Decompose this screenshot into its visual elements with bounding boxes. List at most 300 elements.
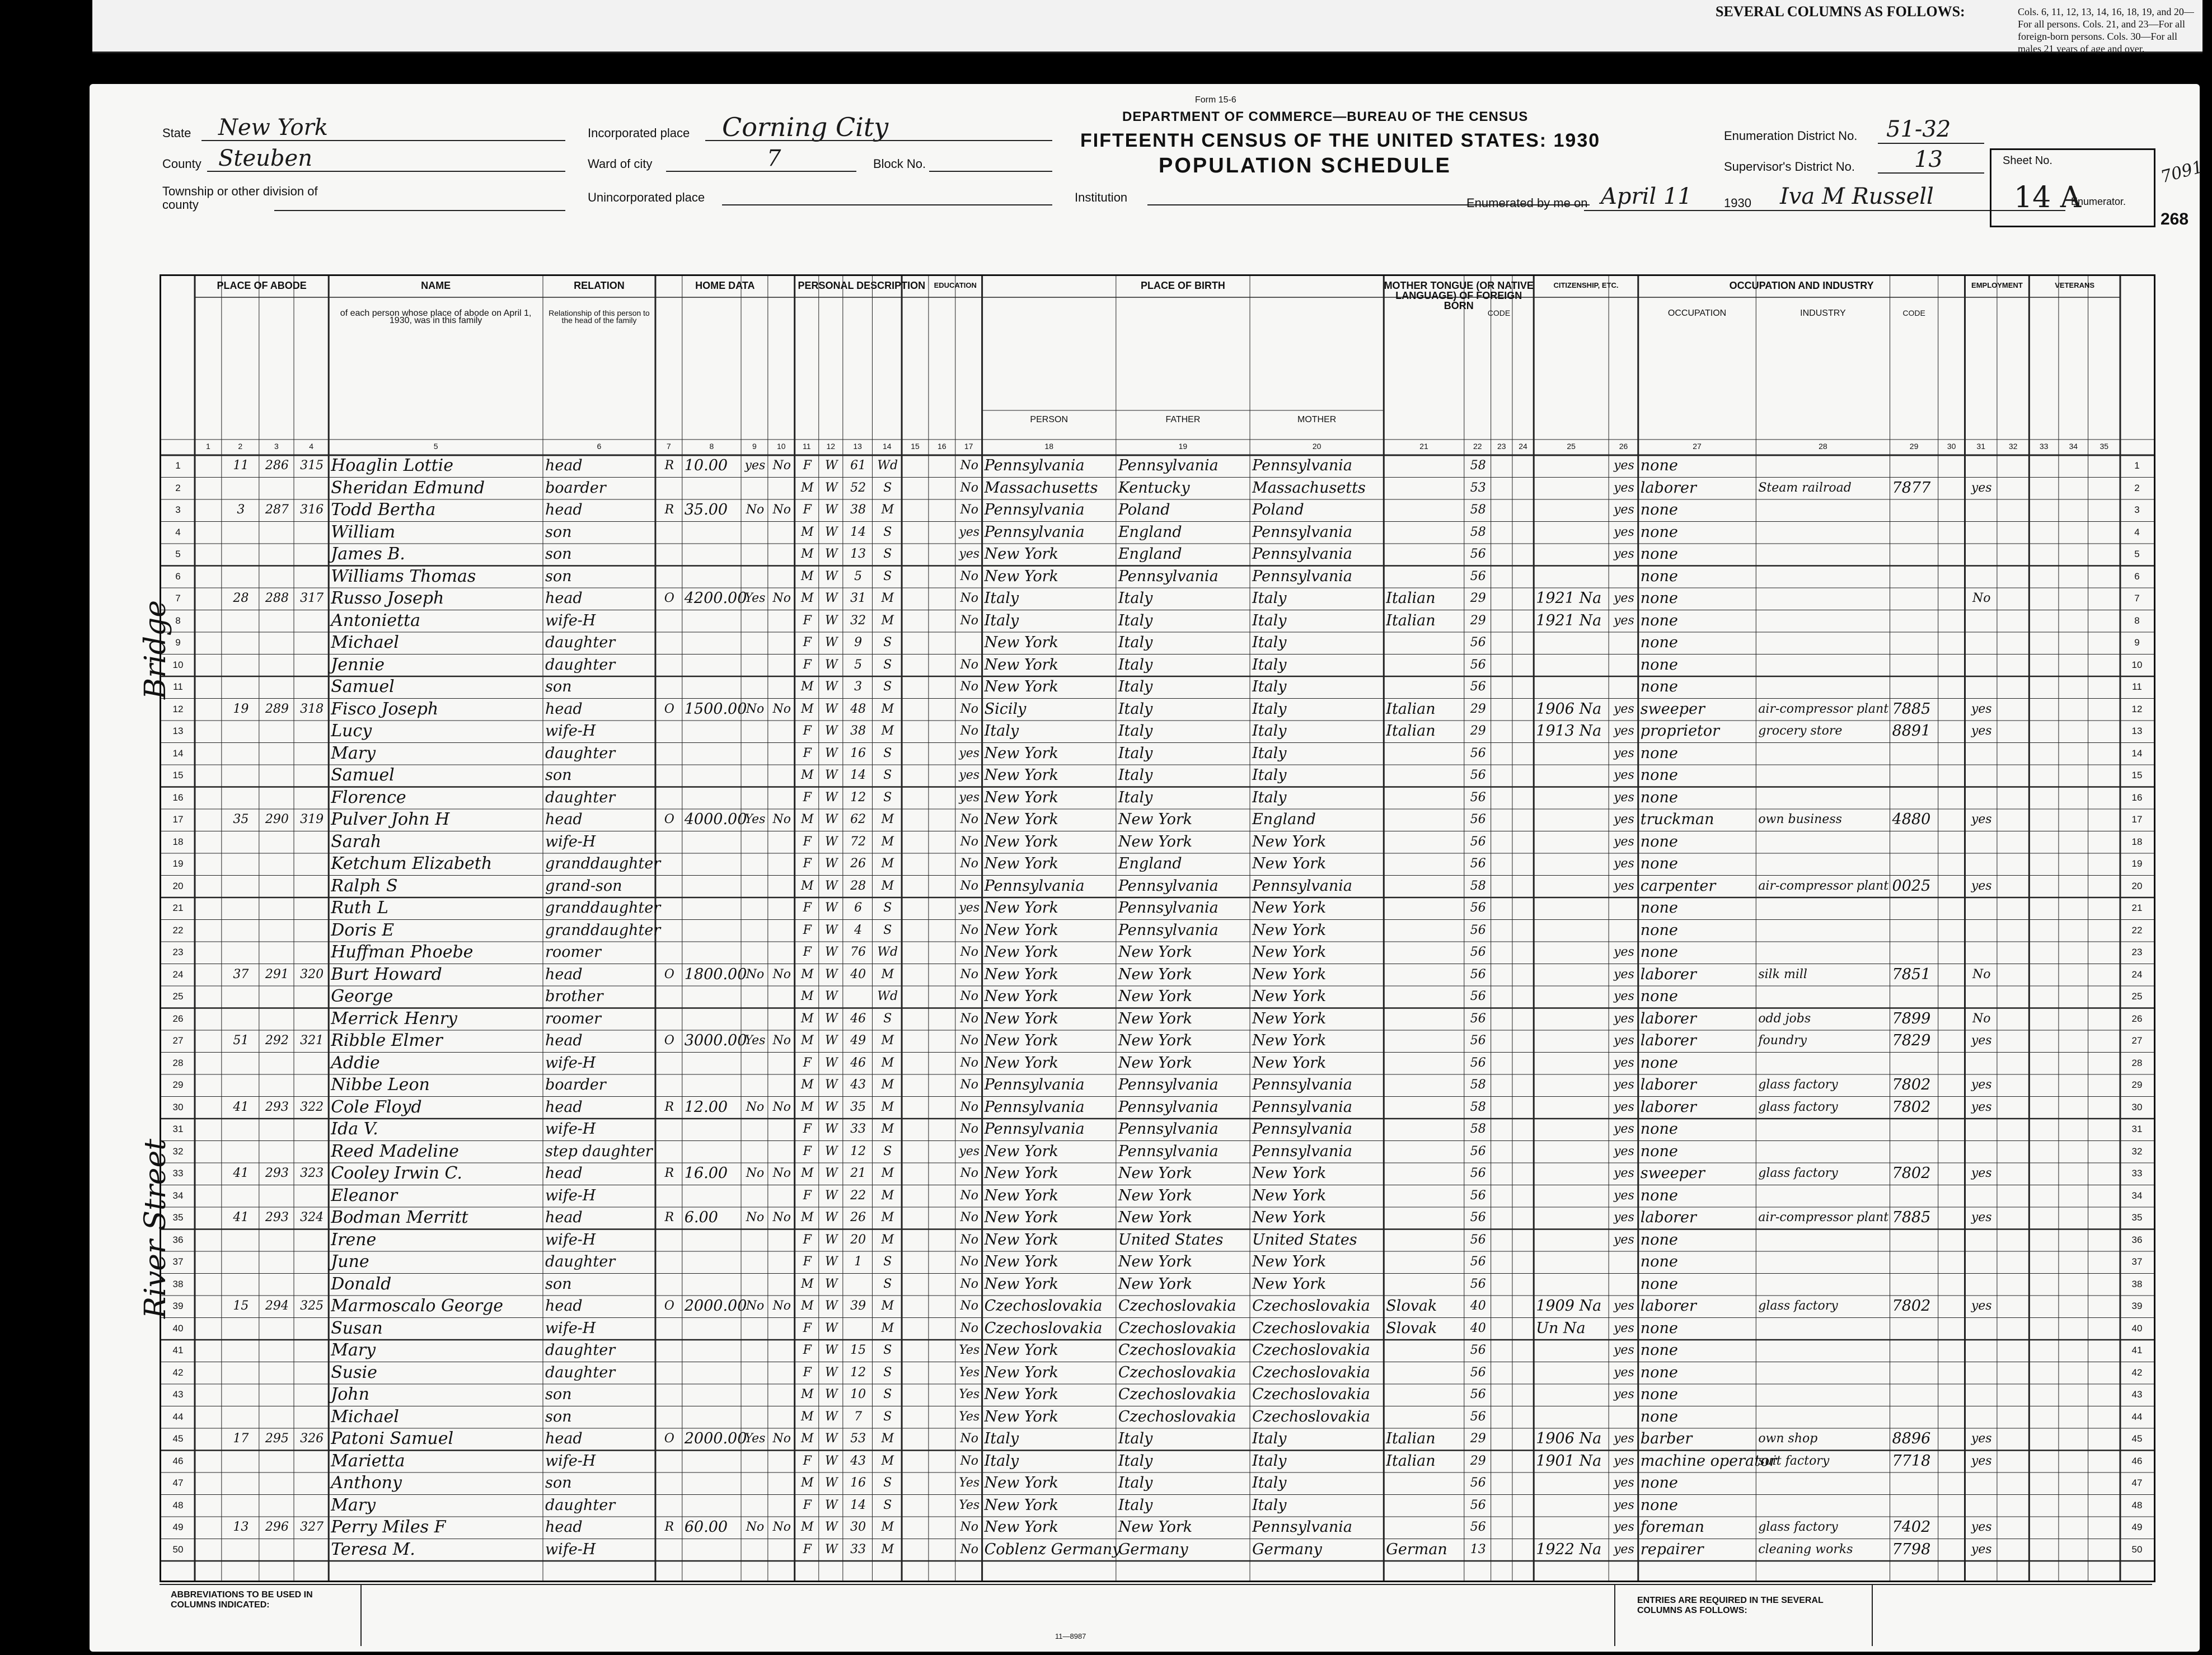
cell-house: 19: [233, 702, 249, 716]
cell-race: W: [824, 746, 838, 760]
cell-name: Sheridan Edmund: [331, 478, 485, 498]
cell-occ: none: [1640, 545, 1678, 563]
cell-dwell: 293: [265, 1166, 289, 1180]
cell-name: George: [331, 987, 393, 1006]
cell-sex: F: [803, 857, 812, 871]
ed-label: Enumeration District No.: [1724, 129, 1858, 143]
cell-race: W: [824, 724, 838, 738]
cell-mar: M: [881, 812, 894, 826]
cell-english: yes: [1614, 945, 1634, 959]
cell-emp: yes: [1971, 1100, 1992, 1114]
column-number: 10: [776, 442, 786, 451]
ed-line: [1878, 143, 1984, 144]
cell-emp: yes: [1971, 724, 1992, 738]
cell-pob: New York: [984, 545, 1058, 563]
column-group-header: PLACE OF ABODE: [217, 280, 307, 291]
cell-code: 56: [1470, 1343, 1486, 1357]
cell-tongue: Italian: [1386, 722, 1436, 740]
line-number: 22: [172, 924, 184, 936]
cell-code: 56: [1470, 1365, 1486, 1380]
cell-age: 16: [850, 746, 866, 760]
cell-race: W: [824, 1520, 838, 1534]
cell-mar: S: [883, 901, 892, 915]
enumerated-label: Enumerated by me on: [1466, 196, 1588, 210]
cell-occ: laborer: [1640, 965, 1697, 983]
cell-fam: 322: [300, 1100, 324, 1114]
column-group-header: NAME: [421, 280, 451, 291]
cell-mpob: New York: [1252, 988, 1327, 1005]
cell-english: yes: [1614, 878, 1634, 893]
cell-code: 58: [1470, 1078, 1486, 1092]
cell-pob: New York: [984, 678, 1058, 695]
census-sheet: [90, 84, 2205, 1652]
cell-fpob: New York: [1118, 1032, 1193, 1049]
previous-sheet-note: Cols. 6, 11, 12, 13, 14, 16, 18, 19, and 20—For all persons. Cols. 21, and 23—For all foreign-born persons. Cols. 30—For all males 21 years of age and over.: [2018, 6, 2194, 54]
cell-code: 56: [1470, 1144, 1486, 1158]
cell-age: 32: [850, 613, 866, 628]
cell-mar: M: [881, 1188, 894, 1203]
cell-name: Sarah: [331, 831, 382, 852]
cell-icode: 7829: [1892, 1032, 1931, 1049]
line-number: 27: [2131, 1035, 2143, 1046]
cell-radio: No: [746, 967, 765, 981]
cell-occ: none: [1640, 1253, 1678, 1270]
cell-occ: none: [1640, 1231, 1678, 1249]
cell-english: yes: [1614, 1321, 1634, 1335]
cell-age: 43: [850, 1078, 866, 1092]
cell-sex: M: [800, 1299, 814, 1313]
ward-line: [666, 171, 856, 172]
cell-occ: laborer: [1640, 1209, 1697, 1226]
cell-rel: wife-H: [545, 1319, 596, 1337]
line-number: 16: [2131, 792, 2143, 803]
cell-value: 60.00: [684, 1518, 728, 1536]
cell-ind: glass factory: [1758, 1299, 1838, 1313]
cell-sex: M: [800, 1432, 814, 1446]
line-number: 20: [2131, 880, 2143, 891]
cell-edu: yes: [959, 1144, 980, 1158]
column-number: 4: [309, 442, 313, 451]
cell-farm: No: [772, 1299, 791, 1313]
cell-icode: 7802: [1892, 1165, 1931, 1182]
cell-fpob: Italy: [1118, 700, 1153, 718]
cell-occ: repairer: [1640, 1540, 1704, 1558]
cell-edu: No: [960, 1520, 978, 1534]
incorporated-value: Corning City: [722, 112, 889, 142]
cell-emp: yes: [1971, 1034, 1992, 1048]
cell-code: 58: [1470, 503, 1486, 517]
column-group-header: EMPLOYMENT: [1971, 281, 2023, 289]
cell-sex: F: [803, 1055, 812, 1070]
cell-fpob: Poland: [1118, 501, 1170, 518]
cell-mar: M: [881, 1232, 894, 1247]
line-number: 30: [172, 1101, 184, 1112]
cell-code: 56: [1470, 1255, 1486, 1269]
cell-name: Florence: [331, 787, 406, 807]
cell-english: yes: [1614, 989, 1634, 1003]
cell-edu: No: [960, 945, 978, 959]
cell-mar: M: [881, 1166, 894, 1180]
column-group-header: OCCUPATION AND INDUSTRY: [1729, 280, 1874, 291]
line-number: 24: [172, 969, 184, 980]
cell-code: 56: [1470, 1387, 1486, 1401]
cell-code: 56: [1470, 746, 1486, 760]
cell-age: 5: [854, 569, 863, 583]
relation-column-description: Relationship of this person to the head of the family: [549, 308, 650, 325]
cell-mar: S: [883, 1277, 892, 1291]
cell-sex: F: [803, 834, 812, 849]
line-number: 36: [172, 1234, 184, 1245]
cell-dwell: 296: [265, 1520, 289, 1534]
cell-cit: 1922 Na: [1536, 1540, 1602, 1558]
cell-sex: F: [803, 1122, 812, 1136]
cell-fpob: United States: [1118, 1231, 1224, 1249]
cell-radio: No: [746, 1210, 765, 1224]
cell-icode: 7877: [1892, 479, 1931, 497]
cell-ind: own shop: [1758, 1432, 1818, 1446]
cell-fpob: New York: [1118, 1518, 1193, 1536]
cell-ind: glass factory: [1758, 1100, 1838, 1114]
cell-house: 41: [233, 1100, 249, 1114]
line-number: 12: [2131, 703, 2143, 714]
cell-age: 38: [850, 724, 866, 738]
cell-edu: No: [960, 812, 978, 826]
cell-age: 76: [850, 945, 866, 959]
line-number: 48: [172, 1499, 184, 1511]
cell-sex: F: [803, 613, 812, 628]
cell-mar: M: [881, 1100, 894, 1114]
line-number: 6: [2134, 571, 2140, 582]
cell-code: 13: [1470, 1542, 1486, 1556]
cell-edu: No: [960, 1122, 978, 1136]
cell-icode: 7798: [1892, 1540, 1931, 1558]
cell-age: 12: [850, 790, 866, 805]
cell-english: yes: [1614, 1365, 1634, 1380]
cell-edu: No: [960, 1232, 978, 1247]
line-number: 30: [2131, 1101, 2143, 1112]
cell-name: Mary: [331, 1340, 376, 1360]
column-number: 35: [2099, 442, 2109, 451]
cell-mpob: New York: [1252, 943, 1327, 961]
cell-cit: 1906 Na: [1536, 700, 1602, 718]
cell-sex: M: [800, 480, 814, 495]
cell-edu: No: [960, 480, 978, 495]
cell-sex: M: [800, 1166, 814, 1180]
line-number: 21: [172, 903, 184, 913]
cell-pob: Pennsylvania: [984, 1098, 1085, 1116]
line-number: 43: [172, 1389, 184, 1400]
line-number: 40: [172, 1322, 184, 1334]
cell-occ: none: [1640, 1474, 1678, 1492]
cell-cit: 1913 Na: [1536, 722, 1602, 740]
cell-fpob: New York: [1118, 988, 1193, 1005]
cell-edu: No: [960, 1188, 978, 1203]
cell-mar: M: [881, 1078, 894, 1092]
cell-sex: F: [803, 901, 812, 915]
cell-occ: none: [1640, 1186, 1678, 1204]
cell-edu: Yes: [959, 1498, 980, 1512]
cell-emp: No: [1972, 591, 1991, 605]
cell-race: W: [824, 834, 838, 849]
line-number: 8: [175, 615, 181, 626]
cell-name: Mary: [331, 743, 376, 763]
cell-mpob: Italy: [1252, 656, 1287, 674]
cell-dwell: 293: [265, 1100, 289, 1114]
cell-age: 35: [850, 1100, 866, 1114]
cell-sex: M: [800, 1387, 814, 1401]
cell-fpob: New York: [1118, 1253, 1193, 1270]
cell-mpob: Italy: [1252, 788, 1287, 806]
ward-value: 7: [767, 146, 781, 171]
cell-mar: S: [883, 923, 892, 937]
birth-mother-label: MOTHER: [1297, 415, 1337, 424]
cell-english: yes: [1614, 1520, 1634, 1534]
cell-code: 56: [1470, 1210, 1486, 1224]
cell-age: 22: [850, 1188, 866, 1203]
cell-pob: Italy: [984, 722, 1019, 740]
cell-mpob: Pennsylvania: [1252, 545, 1352, 563]
cell-fam: 318: [300, 702, 324, 716]
cell-race: W: [824, 1277, 838, 1291]
cell-fam: 321: [300, 1034, 324, 1048]
cell-mar: M: [881, 1321, 894, 1335]
cell-sex: M: [800, 1100, 814, 1114]
cell-sex: M: [800, 525, 814, 539]
cell-ind: silk mill: [1758, 967, 1807, 981]
cell-rel: head: [545, 501, 583, 518]
cell-code: 56: [1470, 945, 1486, 959]
institution-label: Institution: [1075, 190, 1128, 204]
cell-sex: F: [803, 635, 812, 649]
abbreviations-title: ABBREVIATIONS TO BE USED IN COLUMNS INDICATED:: [171, 1590, 313, 1610]
cell-rel: son: [545, 523, 572, 541]
cell-age: 20: [850, 1232, 866, 1247]
cell-mpob: Italy: [1252, 722, 1287, 740]
line-number: 33: [2131, 1168, 2143, 1179]
cell-rel: daughter: [545, 1496, 616, 1514]
cell-sex: F: [803, 790, 812, 805]
cell-occ: foreman: [1640, 1518, 1705, 1536]
cell-sex: F: [803, 1343, 812, 1357]
supervisor-value: 13: [1914, 147, 1943, 172]
cell-code: 56: [1470, 967, 1486, 981]
cell-emp: yes: [1971, 1166, 1992, 1180]
population-table: [160, 274, 2155, 1582]
cell-race: W: [824, 768, 838, 782]
cell-tongue: Italian: [1386, 1452, 1436, 1470]
cell-mpob: New York: [1252, 1009, 1327, 1027]
cell-ind: air-compressor plant: [1758, 1210, 1889, 1224]
cell-sex: M: [800, 702, 814, 716]
cell-fpob: Italy: [1118, 590, 1153, 607]
cell-pob: New York: [984, 833, 1058, 850]
incorporated-line: [705, 140, 1052, 141]
cell-name: Fisco Joseph: [331, 699, 439, 719]
cell-pob: New York: [984, 1209, 1058, 1226]
cell-english: yes: [1614, 1166, 1634, 1180]
cell-mar: M: [881, 1055, 894, 1070]
cell-pob: New York: [984, 1386, 1058, 1403]
cell-edu: yes: [959, 901, 980, 915]
cell-mpob: Pennsylvania: [1252, 567, 1352, 585]
cell-pob: New York: [984, 1341, 1058, 1359]
line-number: 38: [2131, 1278, 2143, 1289]
cell-edu: No: [960, 1299, 978, 1313]
census-title: FIFTEENTH CENSUS OF THE UNITED STATES: 1930: [1080, 130, 1601, 151]
cell-edu: Yes: [959, 1387, 980, 1401]
cell-fpob: Czechoslovakia: [1118, 1297, 1236, 1315]
line-number: 11: [2132, 681, 2142, 692]
cell-code: 56: [1470, 768, 1486, 782]
line-number: 37: [172, 1256, 184, 1267]
cell-fpob: Italy: [1118, 1474, 1153, 1492]
cell-age: 6: [854, 901, 863, 915]
cell-race: W: [824, 1122, 838, 1136]
cell-fpob: Czechoslovakia: [1118, 1408, 1236, 1425]
cell-sex: M: [800, 569, 814, 583]
column-number: 20: [1312, 442, 1321, 451]
cell-ind: glass factory: [1758, 1166, 1838, 1180]
line-number: 49: [172, 1522, 184, 1532]
cell-race: W: [824, 878, 838, 893]
cell-race: W: [824, 1476, 838, 1490]
county-label: County: [162, 157, 201, 171]
cell-tongue: Italian: [1386, 700, 1436, 718]
cell-rel: daughter: [545, 634, 616, 651]
cell-rel: head: [545, 1209, 583, 1226]
cell-sex: F: [803, 1255, 812, 1269]
line-number: 31: [2131, 1124, 2143, 1134]
line-number: 24: [2131, 969, 2143, 980]
cell-house: 17: [233, 1432, 249, 1446]
cell-pob: New York: [984, 788, 1058, 806]
cell-code: 29: [1470, 1453, 1486, 1468]
cell-name: Merrick Henry: [331, 1008, 458, 1028]
cell-race: W: [824, 967, 838, 981]
cell-mar: S: [883, 1476, 892, 1490]
cell-english: yes: [1614, 746, 1634, 760]
cell-code: 58: [1470, 1100, 1486, 1114]
cell-english: yes: [1614, 480, 1634, 495]
cell-house: 35: [233, 812, 249, 826]
cell-fpob: Italy: [1118, 678, 1153, 695]
cell-code: 56: [1470, 635, 1486, 649]
cell-ind: grocery store: [1758, 724, 1843, 738]
line-number: 3: [2134, 504, 2140, 515]
cell-occ: none: [1640, 590, 1678, 607]
cell-occ: none: [1640, 523, 1678, 541]
cell-code: 56: [1470, 857, 1486, 871]
line-number: 39: [2131, 1301, 2143, 1311]
cell-mar: M: [881, 724, 894, 738]
cell-english: yes: [1614, 1078, 1634, 1092]
cell-code: 56: [1470, 1277, 1486, 1291]
cell-rel: head: [545, 1032, 583, 1049]
cell-name: Teresa M.: [331, 1539, 415, 1559]
line-number: 29: [2131, 1079, 2143, 1090]
cell-pob: New York: [984, 988, 1058, 1005]
cell-code: 56: [1470, 1409, 1486, 1424]
cell-english: yes: [1614, 1210, 1634, 1224]
cell-icode: 7402: [1892, 1518, 1931, 1536]
cell-dwell: 286: [265, 459, 289, 473]
cell-tenure: R: [664, 503, 674, 517]
line-number: 45: [2131, 1433, 2143, 1444]
cell-sex: M: [800, 1409, 814, 1424]
cell-name: Marietta: [331, 1451, 405, 1471]
cell-tongue: Italian: [1386, 1430, 1436, 1447]
cell-emp: yes: [1971, 812, 1992, 826]
cell-icode: 4880: [1892, 811, 1931, 828]
line-number: 13: [172, 726, 184, 736]
footer-box-lines: [160, 1584, 2152, 1646]
cell-english: yes: [1614, 1055, 1634, 1070]
cell-mpob: New York: [1252, 1275, 1327, 1293]
cell-emp: yes: [1971, 878, 1992, 893]
cell-pob: Pennsylvania: [984, 1076, 1085, 1093]
cell-edu: No: [960, 1100, 978, 1114]
column-number: 28: [1819, 442, 1827, 451]
line-number: 17: [2131, 814, 2143, 825]
cell-mpob: New York: [1252, 1209, 1327, 1226]
cell-name: Donald: [331, 1274, 392, 1294]
cell-age: 38: [850, 503, 866, 517]
cell-fam: 317: [300, 591, 324, 605]
column-number: 32: [2008, 442, 2018, 451]
line-number: 28: [172, 1057, 184, 1068]
cell-emp: yes: [1971, 702, 1992, 716]
cell-fpob: New York: [1118, 1054, 1193, 1072]
cell-fpob: Pennsylvania: [1118, 457, 1219, 474]
cell-sex: M: [800, 1078, 814, 1092]
cell-race: W: [824, 1299, 838, 1313]
cell-edu: yes: [959, 790, 980, 805]
cell-sex: F: [803, 657, 812, 672]
cell-radio: No: [746, 1520, 765, 1534]
cell-edu: No: [960, 1432, 978, 1446]
cell-name: Marmoscalo George: [331, 1296, 504, 1316]
cell-occ: none: [1640, 1408, 1678, 1425]
cell-pob: Massachusetts: [984, 479, 1098, 497]
occupation-label: OCCUPATION: [1667, 308, 1727, 318]
column-number: 17: [964, 442, 973, 451]
cell-rel: wife-H: [545, 1452, 596, 1470]
cell-occ: laborer: [1640, 1297, 1697, 1315]
cell-pob: New York: [984, 1408, 1058, 1425]
cell-rel: head: [545, 1430, 583, 1447]
line-number: 42: [172, 1367, 184, 1378]
cell-english: yes: [1614, 1122, 1634, 1136]
line-number: 47: [172, 1478, 184, 1488]
cell-mpob: Czechoslovakia: [1252, 1341, 1370, 1359]
line-number: 28: [2131, 1057, 2143, 1068]
cell-tenure: R: [664, 1166, 674, 1180]
county-value: Steuben: [218, 146, 312, 171]
cell-fpob: New York: [1118, 811, 1193, 828]
cell-name: Michael: [331, 1406, 399, 1427]
cell-fpob: New York: [1118, 1275, 1193, 1293]
cell-age: 33: [850, 1122, 866, 1136]
cell-pob: New York: [984, 899, 1058, 917]
cell-farm: No: [772, 1166, 791, 1180]
cell-pob: New York: [984, 811, 1058, 828]
line-number: 1: [2134, 460, 2140, 471]
cell-radio: No: [746, 1299, 765, 1313]
cell-occ: none: [1640, 921, 1678, 939]
cell-fpob: Pennsylvania: [1118, 567, 1219, 585]
cell-edu: No: [960, 1321, 978, 1335]
cell-sex: M: [800, 547, 814, 561]
